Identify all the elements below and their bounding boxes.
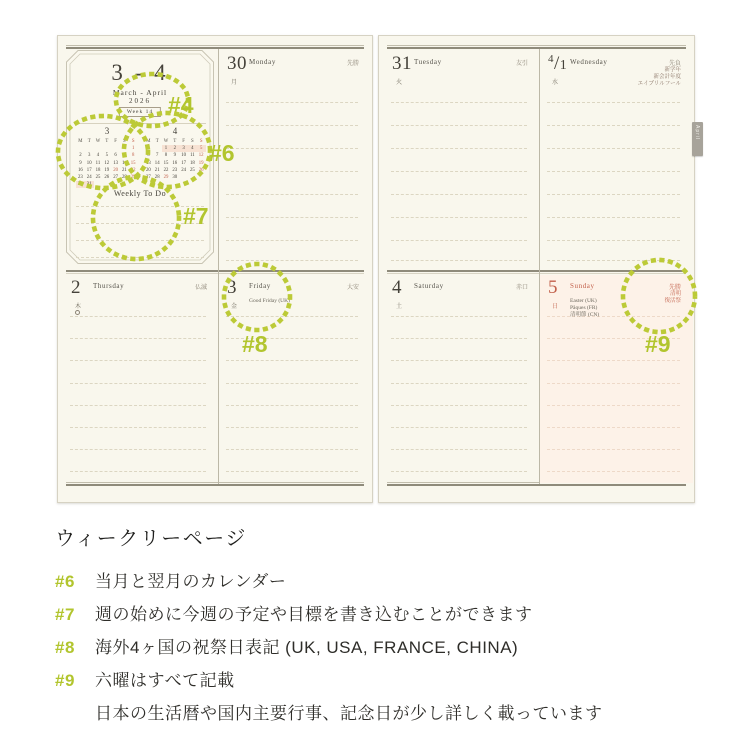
mini-calendar-date [179,174,188,181]
weekday-kanji: 土 [396,304,403,310]
week-number-badge: Week 14 [119,107,161,117]
writing-line [226,148,358,149]
holiday-events [249,298,290,305]
todo-line [76,206,204,207]
mini-calendar-date: 31 [86,182,92,188]
mini-calendar-date: 10 [181,153,186,159]
holiday-event-line: 清明節 (CN) [570,312,600,318]
writing-line [226,360,358,361]
holiday-event-line: Good Friday (UK) [249,298,290,304]
mini-calendar-date [76,145,85,152]
mini-calendar-date: 24 [86,174,92,180]
mid-rule [387,270,686,272]
legend-item-marker: #7 [55,605,75,624]
mini-calendar-month-4 [144,126,206,181]
writing-line [226,405,358,406]
writing-line [391,125,527,126]
writing-line [547,471,680,472]
mini-calendar-day-header: F [114,139,117,144]
writing-line [226,316,358,317]
date-number: 5 [548,277,558,298]
mini-calendar-date [94,181,103,188]
legend-item-marker: #8 [55,638,75,657]
writing-line [226,383,358,384]
legend-item-line: 日本の生活暦や国内主要行事、記念日が少し詳しく載っています [95,704,603,723]
mini-calendar-month-3 [76,126,138,188]
planner-left-page [57,35,373,503]
seasonal-event-line: 復活祭 [664,298,681,304]
writing-line [226,471,358,472]
mini-calendar-date: 27 [113,174,118,180]
mini-calendar-date: 17 [86,167,92,173]
legend-item-text [95,571,286,592]
mini-calendar-date: 15 [163,160,169,166]
weekday-name: Sunday [570,282,595,290]
writing-line [70,405,206,406]
date-number: 4 [392,277,402,298]
mini-calendar-date: 14 [121,160,127,166]
writing-line [70,449,206,450]
weekday-kanji: 日 [552,304,559,310]
writing-line [226,217,358,218]
mini-calendar-date: 25 [95,174,101,180]
day-cell-saturday [387,274,535,483]
mini-calendar-date [188,174,197,181]
writing-line [226,338,358,339]
mini-calendar-date: 14 [154,160,160,166]
mini-calendar-date: 21 [154,167,160,173]
seasonal-events [638,67,681,88]
rokuyo-label: 大安 [346,285,359,291]
mini-calendar-date: 22 [130,167,136,173]
writing-line [391,260,527,261]
todo-line [76,240,204,241]
mini-calendar-date: 26 [104,174,110,180]
mini-calendar-date: 16 [78,167,83,173]
mini-calendar-day-header: T [173,139,177,144]
date-number: 3 [227,277,237,298]
rokuyo-label: 仏滅 [194,285,207,291]
day-cell-friday [222,274,366,483]
top-rule-thin [387,45,686,46]
month-range-title: 3 - 4 [111,60,169,85]
rokuyo-label: 先負 [668,61,681,67]
weekday-name: Tuesday [414,58,442,66]
weekday-kanji: 水 [552,80,559,86]
writing-line [70,360,206,361]
mini-calendar-day-header: M [78,139,83,144]
mini-calendar-date: 9 [79,160,82,166]
legend-items [55,571,725,724]
writing-line [70,338,206,339]
legend-item [55,670,725,724]
writing-line [547,194,680,195]
mini-calendar-day-header: W [95,139,101,144]
full-moon-icon [75,310,80,315]
mini-calendar-date: 29 [163,174,169,180]
writing-line [226,171,358,172]
mini-calendar-date: 7 [155,153,159,159]
writing-line [391,427,527,428]
weekday-name: Monday [249,58,276,66]
mini-calendar-date: 1 [131,146,135,152]
writing-line [547,217,680,218]
writing-line [226,427,358,428]
legend-item-text [95,670,603,724]
day-cell-tuesday [387,50,535,270]
mini-calendar-date [111,181,120,188]
mini-calendar-day-header: T [105,139,109,144]
rokuyo-label: 赤口 [515,285,528,291]
mini-calendar-day-header: F [182,139,185,144]
writing-line [391,449,527,450]
holiday-event-line: Easter (UK) [570,298,597,304]
index-tab-label: April [694,125,700,141]
mini-calendar-date [197,174,206,181]
mini-calendar-date: 23 [172,167,178,173]
mini-calendar-grid [76,138,138,188]
weekday-name: Wednesday [570,58,608,66]
weekday-name: Friday [249,282,271,290]
holiday-events [570,298,599,319]
date-number: 31 [392,53,412,74]
bottom-rule [66,484,364,486]
mini-calendar-date: 15 [130,160,136,166]
mini-calendar-date: 19 [198,160,204,166]
writing-line [391,471,527,472]
mini-calendar-date: 12 [104,160,110,166]
mini-calendar-grid [144,138,206,181]
weekday-kanji: 木 [75,304,82,310]
legend-item-line: 当月と翌月のカレンダー [95,572,287,591]
rokuyo-label: 先勝 [346,61,359,67]
mid-rule [66,270,364,272]
writing-line [547,260,680,261]
writing-line [226,260,358,261]
weekday-name: Saturday [414,282,444,290]
writing-line [547,125,680,126]
annotation-label: #6 [209,140,235,166]
writing-line [547,427,680,428]
mini-calendar-date: 8 [164,153,168,159]
writing-line [547,240,680,241]
writing-line [547,405,680,406]
mini-calendar-date [120,181,129,188]
planner-right-page [378,35,695,503]
mini-calendar-date: 11 [95,160,101,166]
mini-calendar-day-header: S [131,139,135,144]
mini-calendar-date: 18 [189,160,195,166]
panel-divider [74,123,206,124]
mini-calendar-date [94,145,103,152]
mini-calendar-date [85,145,94,152]
mini-calendar-date: 19 [104,167,110,173]
writing-line [547,360,680,361]
mini-calendar-date: 2 [170,145,179,152]
day-cell-wednesday [543,50,688,270]
writing-line [391,148,527,149]
day-cell-monday [222,50,366,270]
mini-calendar-day-header: S [191,139,194,144]
writing-line [226,194,358,195]
top-rule [387,47,686,49]
mini-calendar-date: 30 [172,174,178,180]
rokuyo-label: 友引 [515,61,528,67]
mini-calendar-date: 16 [172,160,178,166]
mini-calendar-date: 11 [190,153,195,159]
mini-calendar-day-header: T [87,139,91,144]
seasonal-event-line: エイプリルフール [637,81,681,87]
mini-calendar-date: 17 [181,160,186,166]
legend-item-marker: #9 [55,671,75,690]
writing-line [391,194,527,195]
seasonal-event-line: 新学年 [664,67,681,73]
writing-line [391,171,527,172]
mini-calendar-month-label: 3 [104,126,110,136]
mini-calendar-date: 29 [130,174,136,180]
seasonal-events [664,291,681,305]
writing-line [70,471,206,472]
seasonal-event-line: 清明 [669,291,681,297]
legend-item [55,604,725,625]
mini-calendar-date: 23 [78,174,83,180]
mini-calendar-date: 3 [87,153,91,159]
mini-calendar-date: 3 [179,145,188,152]
mini-calendar-day-header: S [123,139,126,144]
column-divider [218,49,219,484]
legend-item-line: 海外4ヶ国の祝祭日表記 (UK, USA, FRANCE, CHINA) [95,638,519,657]
mini-calendar-date [120,145,129,152]
writing-line [391,102,527,103]
holiday-event-line: Pâques (FR) [570,305,598,311]
day-cell-sunday [543,274,688,483]
mini-calendar-date: 5 [197,145,206,152]
day-cell-thursday [66,274,214,483]
mini-calendar-date: 8 [131,153,135,159]
mini-calendar-date [153,145,162,152]
date-number: $^4$/1 [548,53,568,74]
legend-item-line: 六曜はすべて記載 [95,671,235,690]
annotation-label: #9 [645,331,671,357]
mini-calendar-date [129,181,138,188]
mini-calendar-date: 26 [198,167,204,173]
writing-line [391,405,527,406]
legend-item-text [95,604,533,625]
writing-line [547,316,680,317]
month-index-tab [692,122,703,156]
writing-line [70,316,206,317]
writing-line [391,383,527,384]
writing-line [547,338,680,339]
mini-calendar-date: 5 [105,153,108,159]
legend-item-line: 週の始めに今週の予定や目標を書き込むことができます [95,605,533,624]
mini-calendar-date: 4 [96,153,100,159]
legend-item [55,637,725,658]
writing-line [226,240,358,241]
mini-calendar-date: 25 [189,167,195,173]
seasonal-event-line: 新会計年度 [653,74,681,80]
weekday-kanji: 月 [231,80,238,86]
mini-calendar-day-header: M [146,139,151,144]
mini-calendar-date: 4 [188,145,197,152]
writing-line [547,383,680,384]
mini-calendar-date [102,145,111,152]
legend-item [55,571,725,592]
mini-calendar-date: 9 [173,153,176,159]
mini-calendar-date: 21 [121,167,127,173]
mini-calendar-date: 24 [181,167,186,173]
mini-calendar-day-header: T [155,139,159,144]
mini-calendar-date: 20 [146,167,151,173]
weekday-kanji: 金 [231,304,238,310]
mini-calendar-day-header: S [199,139,203,144]
month-names: March - April [112,88,168,97]
mini-calendar-date: 10 [86,160,92,166]
mini-calendar-date: 22 [163,167,169,173]
mini-calendar-date: 28 [121,174,127,180]
writing-line [226,449,358,450]
mini-calendar-date [144,145,153,152]
mini-calendar-date: 18 [95,167,101,173]
weekday-name: Thursday [93,282,125,290]
mini-calendar-date: 30 [78,182,83,188]
mini-calendar-date: 13 [146,160,151,166]
writing-line [391,316,527,317]
writing-line [391,360,527,361]
writing-line [226,125,358,126]
rokuyo-label: 先勝 [668,285,681,291]
top-rule [66,47,364,49]
annotation-label: #7 [183,203,209,229]
writing-line [547,171,680,172]
bottom-rule [387,484,686,486]
mini-calendar-date: 6 [147,153,150,159]
legend-title: ウィークリーページ [55,528,247,550]
mini-calendar-date: 2 [79,153,82,159]
legend [55,522,725,736]
mini-calendar-date: 12 [198,153,204,159]
year-label: 2026 [129,97,151,105]
date-number: 2 [71,277,81,298]
writing-line [547,449,680,450]
todo-line [76,223,204,224]
weekly-todo-title: Weekly To Do [113,189,167,198]
mini-calendar-date: 6 [114,153,117,159]
mini-calendar-date [102,181,111,188]
planner-spread [57,35,698,503]
writing-line [391,240,527,241]
writing-line [391,338,527,339]
mini-calendar-date [111,145,120,152]
mini-calendar-day-header: W [163,139,169,144]
week-info-panel [66,50,214,264]
top-rule-thin [66,45,364,46]
mini-calendar-date: 13 [113,160,118,166]
annotation-label: #8 [242,331,268,357]
mini-calendar-date: 28 [154,174,160,180]
writing-line [70,383,206,384]
mini-calendar-month-label: 4 [172,126,178,136]
annotation-label: #4 [168,92,194,118]
date-number: 30 [227,53,247,74]
writing-line [547,102,680,103]
todo-line [76,257,204,258]
mini-calendar-date: 1 [162,145,171,152]
writing-line [70,427,206,428]
writing-line [226,102,358,103]
mini-calendar-date: 7 [123,153,126,159]
writing-line [547,148,680,149]
mini-calendar-date: 20 [113,167,118,173]
mini-calendar-date: 27 [146,174,151,180]
legend-item-marker: #6 [55,572,75,591]
legend-item-text [95,637,518,658]
weekday-kanji: 火 [396,80,403,86]
writing-line [391,217,527,218]
